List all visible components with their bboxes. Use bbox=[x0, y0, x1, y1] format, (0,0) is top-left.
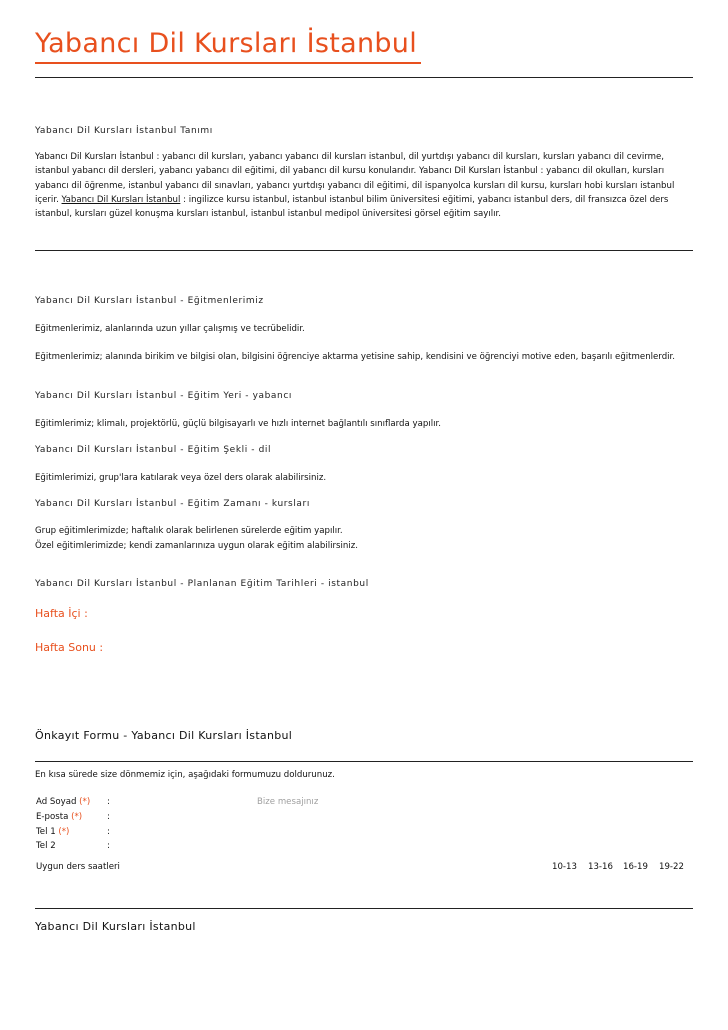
required-mark: (*) bbox=[71, 812, 83, 822]
trainers-paragraph-2: Eğitmenlerimiz; alanında birikim ve bilgisi olan, bilgisini öğrenciye aktarma yetisine sahip, kendisini ve öğrenciyi motive eden, başarılı eğitmenlerdir. bbox=[35, 352, 676, 362]
weekend-label: Hafta Sonu : bbox=[35, 641, 104, 654]
name-input[interactable] bbox=[118, 796, 238, 808]
place-paragraph: Eğitimlerimiz; klimalı, projektörlü, güçlü bilgisayarlı ve hızlı internet bağlantılı sınıflarda yapılır. bbox=[35, 419, 441, 429]
intro-text-end: : ingilizce kursu istanbul, istanbul istanbul bilim üniversitesi eğitimi, yabancı istanbul ders, dil fransızca özel ders istanbul, kursları güzel konuşma kursları istanbul, istanbul istanbul medipol üniversitesi görsel eğitim sayılır. bbox=[35, 194, 669, 220]
time-slot-option[interactable]: 10-13 bbox=[552, 862, 577, 872]
intro-heading: Yabancı Dil Kursları İstanbul Tanımı bbox=[35, 126, 213, 136]
preregistration-title: Önkayıt Formu - Yabancı Dil Kursları İstanbul bbox=[35, 729, 293, 742]
form-instruction: En kısa sürede size dönmemiz için, aşağıdaki formumuzu doldurunuz. bbox=[35, 770, 335, 780]
field-phone2-label: Tel 2 bbox=[36, 841, 56, 851]
dates-heading: Yabancı Dil Kursları İstanbul - Planlanan Eğitim Tarihleri - istanbul bbox=[35, 579, 369, 589]
phone2-input[interactable] bbox=[118, 840, 238, 852]
trainers-paragraph-1: Eğitmenlerimiz, alanlarında uzun yıllar çalışmış ve tecrübelidir. bbox=[35, 324, 305, 334]
footer-title: Yabancı Dil Kursları İstanbul bbox=[35, 920, 196, 933]
field-colon: : bbox=[107, 812, 110, 822]
divider bbox=[35, 761, 693, 762]
place-heading: Yabancı Dil Kursları İstanbul - Eğitim Yeri - yabancı bbox=[35, 391, 292, 401]
field-phone1-label: Tel 1 (*) bbox=[36, 827, 70, 837]
page-title: Yabancı Dil Kursları İstanbul bbox=[35, 28, 418, 59]
required-mark: (*) bbox=[79, 797, 91, 807]
field-email-label: E-posta (*) bbox=[36, 812, 83, 822]
weekday-label: Hafta İçi : bbox=[35, 607, 88, 620]
divider bbox=[35, 250, 693, 251]
phone1-input[interactable] bbox=[118, 826, 238, 838]
title-underline bbox=[35, 62, 421, 64]
time-slot-option[interactable]: 13-16 bbox=[588, 862, 613, 872]
divider bbox=[35, 908, 693, 909]
field-colon: : bbox=[107, 841, 110, 851]
intro-link[interactable]: Yabancı Dil Kursları İstanbul bbox=[61, 194, 181, 205]
required-mark: (*) bbox=[58, 827, 70, 837]
time-heading: Yabancı Dil Kursları İstanbul - Eğitim Zamanı - kursları bbox=[35, 499, 310, 509]
time-slot-option[interactable]: 16-19 bbox=[623, 862, 648, 872]
field-colon: : bbox=[107, 797, 110, 807]
intro-text-start: Yabancı Dil Kursları İstanbul : yabancı dil kursları, yabancı yabancı dil kursları istanbul, dil yurtdışı yabancı dil kursları, kursları yabancı dil cevirme, istanbul yabancı dil dersleri, yabancı yabancı dil eğitimi, dil yabancı dil kursu konularıdır. Yabancı Dil Kursları İstanbul : yabancı dil okulları, kursları yabancı dil öğrenme, istanbul yabancı dil sınavları, yabancı yurtdışı yabancı dil eğitimi, dil ispanyolca kursları dil kursu, kursları hobi kursları istanbul içerir. bbox=[35, 152, 675, 205]
time-paragraph-1: Grup eğitimlerimizde; haftalık olarak belirlenen sürelerde eğitim yapılır. bbox=[35, 526, 343, 536]
time-slot-option[interactable]: 19-22 bbox=[659, 862, 684, 872]
email-input[interactable] bbox=[118, 811, 238, 823]
intro-paragraph bbox=[35, 150, 697, 221]
message-textarea[interactable] bbox=[257, 797, 457, 857]
form-paragraph: Eğitimlerimizi, grup'lara katılarak veya özel ders olarak alabilirsiniz. bbox=[35, 473, 327, 483]
form-heading: Yabancı Dil Kursları İstanbul - Eğitim Şekli - dil bbox=[35, 445, 272, 455]
field-name-label: Ad Soyad (*) bbox=[36, 797, 91, 807]
divider bbox=[35, 77, 693, 78]
trainers-heading: Yabancı Dil Kursları İstanbul - Eğitmenlerimiz bbox=[35, 296, 264, 306]
available-hours-label: Uygun ders saatleri bbox=[36, 862, 120, 872]
field-colon: : bbox=[107, 827, 110, 837]
time-paragraph-2: Özel eğitimlerimizde; kendi zamanlarınıza uygun olarak eğitim alabilirsiniz. bbox=[35, 541, 358, 551]
